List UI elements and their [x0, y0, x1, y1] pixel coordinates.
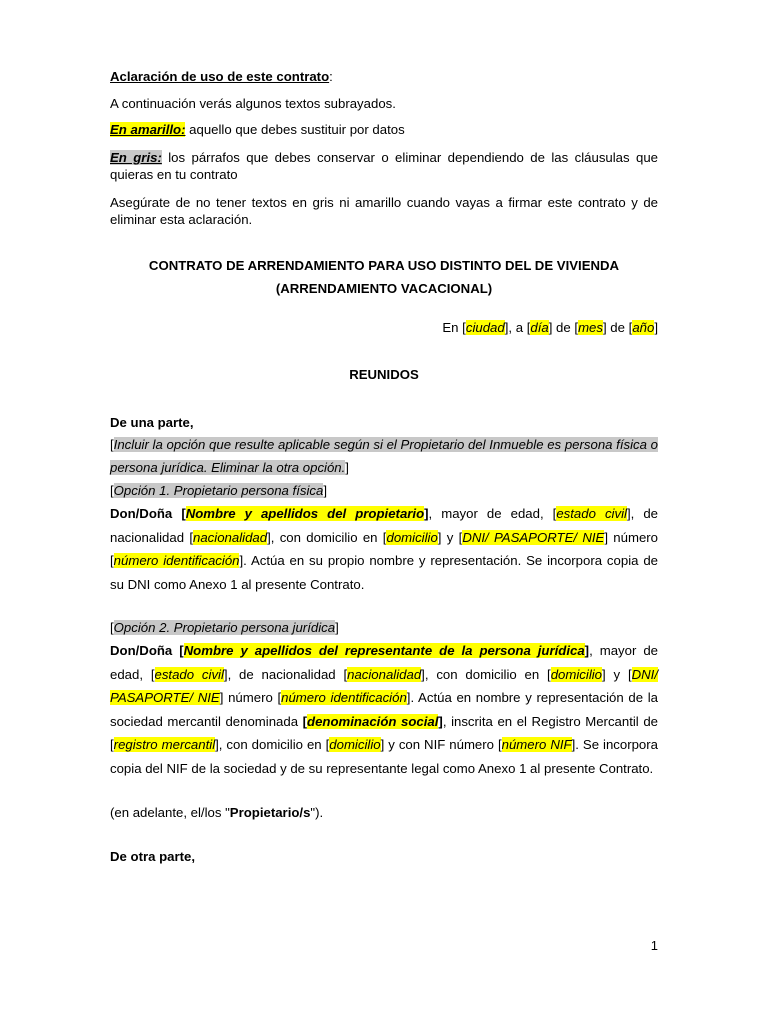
- notice-yellow: En amarillo: aquello que debes sustituir por datos: [110, 122, 405, 137]
- contract-title-line2: (ARRENDAMIENTO VACACIONAL): [275, 281, 493, 296]
- party1-instruction: [Incluir la opción que resulte aplicable según si el Propietario del Inmueble es persona física o persona jurídica. Eliminar la otra opción.]: [110, 437, 658, 475]
- reunidos-heading: REUNIDOS: [349, 367, 419, 382]
- notice-heading: Aclaración de uso de este contrato:: [110, 69, 333, 84]
- document-body: [110, 66, 658, 867]
- party1-heading: De una parte,: [110, 414, 194, 430]
- option1-paragraph: Don/Doña [Nombre y apellidos del propietario], mayor de edad, [estado civil], de nacionalidad [nacionalidad], con domicilio en [domicilio] y [DNI/ PASAPORTE/ NIE] número [número identificación]. Actúa en su propio nombre y representación. Se incorpora copia de su DNI como Anexo 1 al presente Contrato.: [110, 506, 658, 592]
- option1-label: [Opción 1. Propietario persona física]: [110, 483, 327, 498]
- gray-label: En gris:: [110, 149, 162, 165]
- option2-label: [Opción 2. Propietario persona jurídica]: [110, 620, 339, 635]
- notice-gray: En gris: los párrafos que debes conservar o eliminar dependiendo de las cláusulas que quieras en tu contrato: [110, 149, 659, 182]
- place-date-line: En [ciudad], a [día] de [mes] de [año]: [442, 319, 658, 335]
- contract-title-line1: CONTRATO DE ARRENDAMIENTO PARA USO DISTINTO DEL DE VIVIENDA: [148, 257, 620, 273]
- option2-paragraph: Don/Doña [Nombre y apellidos del representante de la persona jurídica], mayor de edad, [estado civil], de nacionalidad [nacionalidad], con domicilio en [domicilio] y [DNI/ PASAPORTE/ NIE] número [número identificación]. Actúa en nombre y representación de la sociedad mercantil denominada [denominación social], inscrita en el Registro Mercantil de [registro mercantil], con domicilio en [domicilio] y con NIF número [número NIF]. Se incorpora copia del NIF de la sociedad y de su representante legal como Anexo 1 al presente Contrato.: [110, 643, 658, 776]
- party2-heading: De otra parte,: [110, 848, 196, 864]
- notice-intro: A continuación verás algunos textos subrayados.: [110, 95, 396, 111]
- page-number: 1: [650, 938, 658, 953]
- yellow-label: En amarillo:: [110, 122, 186, 137]
- notice-final: Asegúrate de no tener textos en gris ni amarillo cuando vayas a firmar este contrato y de eliminar esta aclaración.: [110, 194, 658, 227]
- owner-definition: (en adelante, el/los "Propietario/s").: [110, 805, 324, 820]
